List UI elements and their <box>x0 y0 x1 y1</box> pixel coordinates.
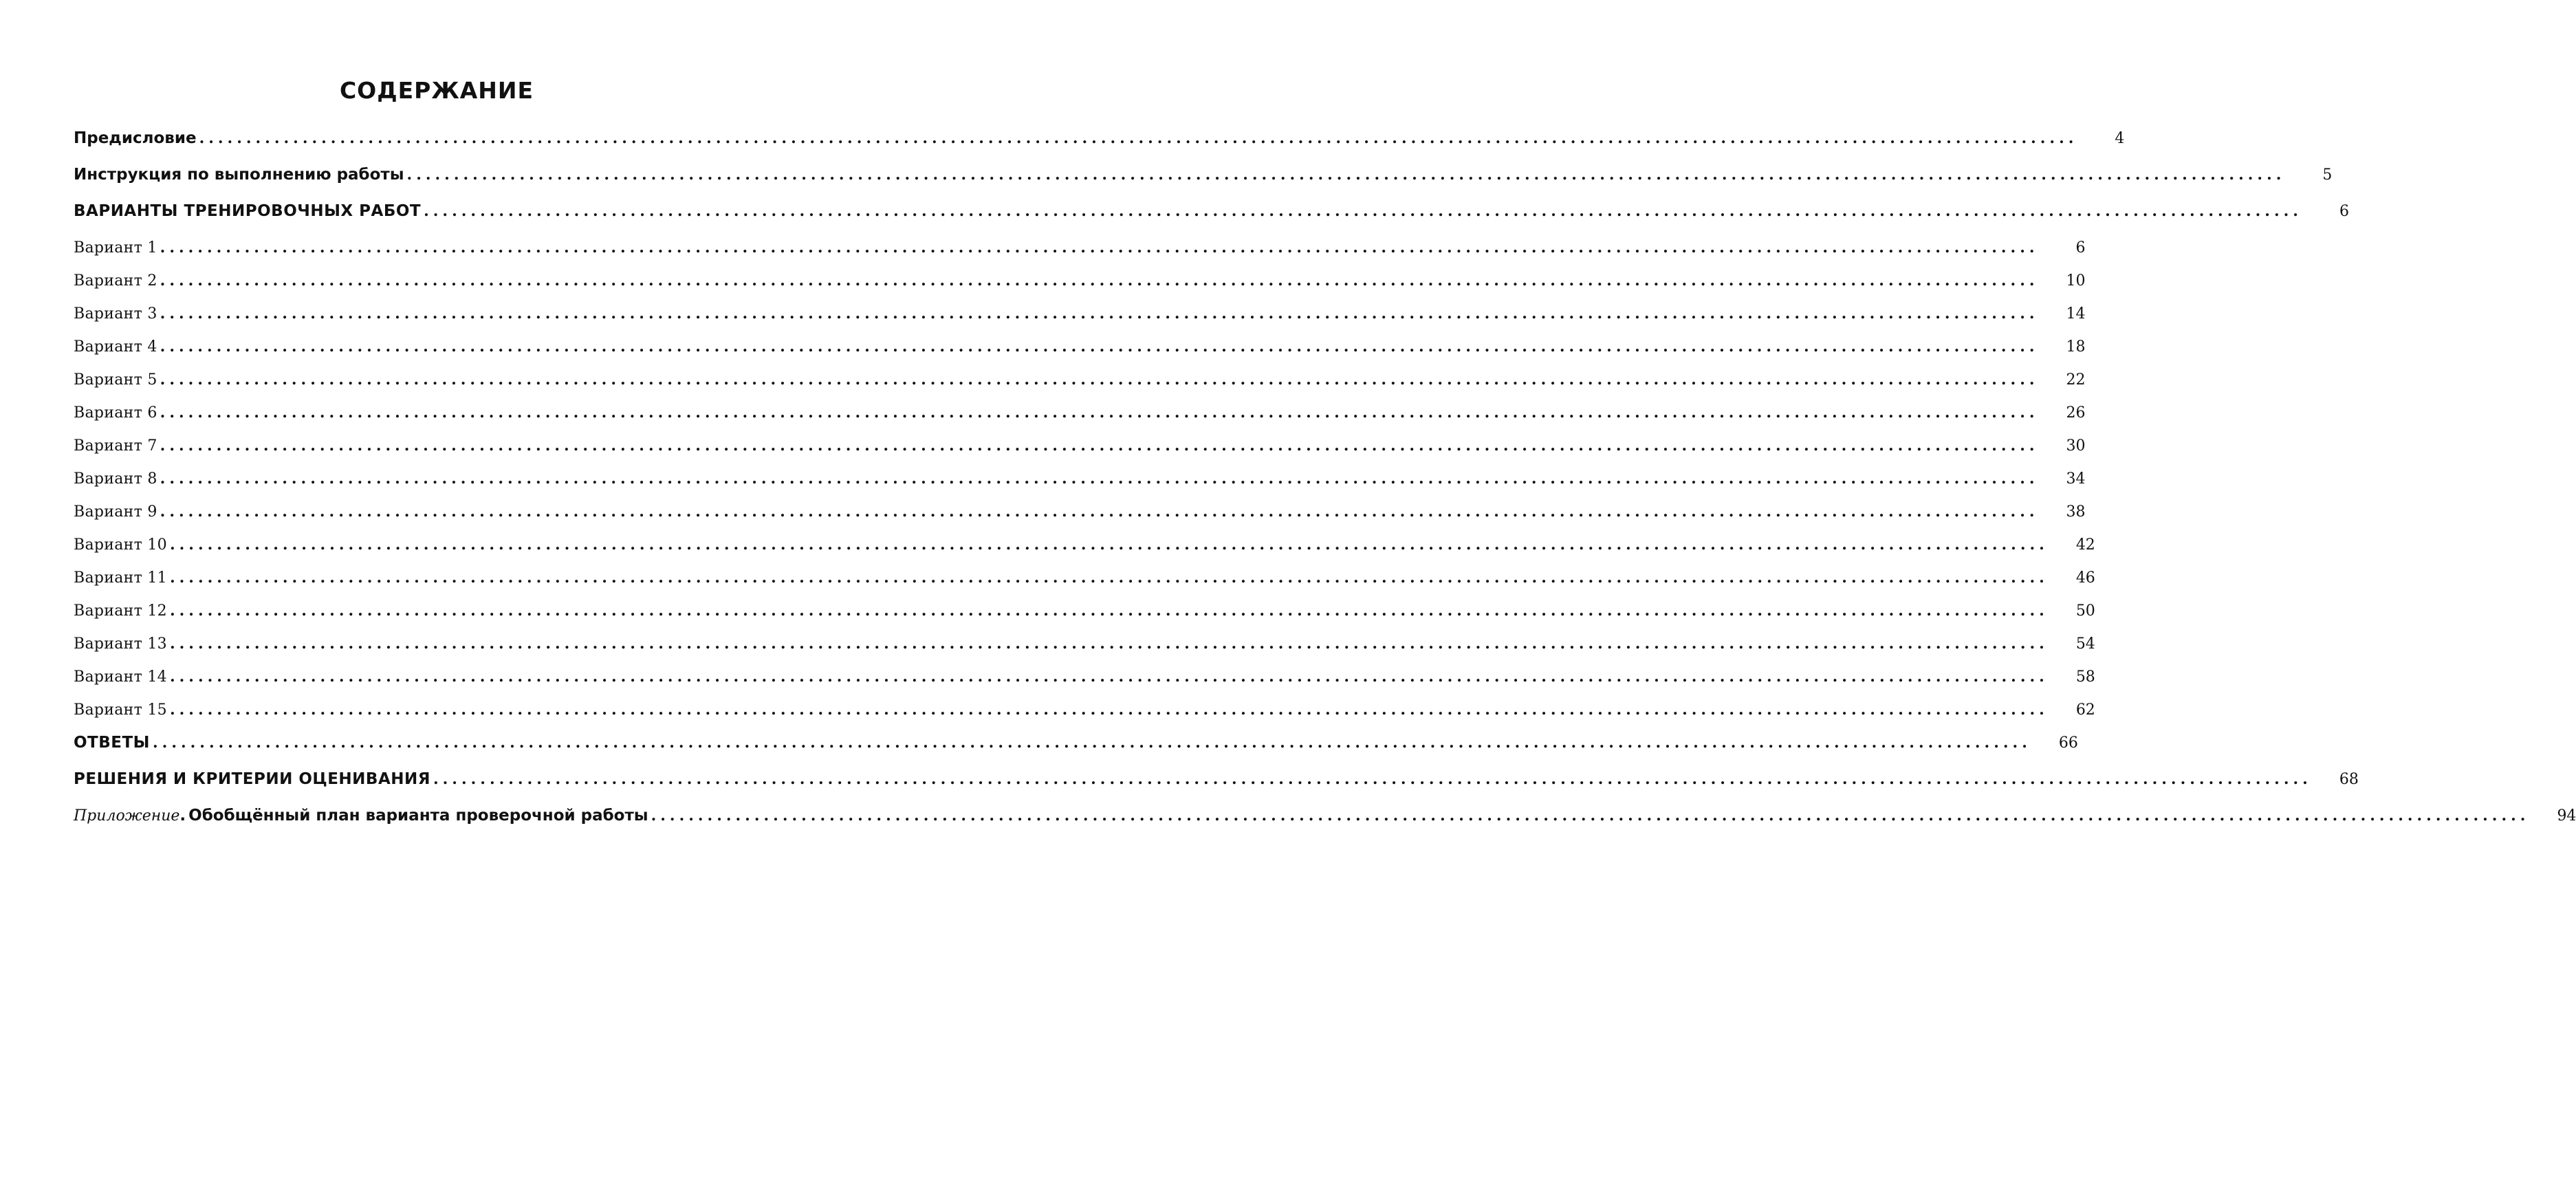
toc-entry-variant-13[interactable] <box>74 635 2095 668</box>
toc-entry-variant-8[interactable] <box>74 470 2086 503</box>
toc-entry-label: ВАРИАНТЫ ТРЕНИРОВОЧНЫХ РАБОТ <box>74 202 422 220</box>
table-of-contents <box>74 129 2576 843</box>
dot-leader: ........................................................................................................................................................................................................ <box>160 305 2039 323</box>
dot-leader: ........................................................................................................................................................................................................ <box>199 129 2078 147</box>
toc-entry-label: Вариант 14 <box>74 668 167 686</box>
appendix-title: Обобщённый план варианта проверочной работы <box>188 807 648 825</box>
dot-leader: ........................................................................................................................................................................................................ <box>169 569 2049 587</box>
dot-leader: ........................................................................................................................................................................................................ <box>160 338 2039 356</box>
toc-entry-variant-14[interactable] <box>74 668 2095 701</box>
toc-page-number: 22 <box>2066 371 2086 389</box>
toc-page-number: 26 <box>2066 404 2086 422</box>
toc-entry-variant-1[interactable] <box>74 239 2086 272</box>
toc-page-number: 46 <box>2075 569 2095 587</box>
dot-leader: ........................................................................................................................................................................................................ <box>433 770 2312 788</box>
toc-entry-instructions[interactable] <box>74 166 2333 202</box>
toc-entry-solutions-criteria[interactable] <box>74 770 2359 807</box>
toc-entry-label: Вариант 3 <box>74 305 157 323</box>
toc-page-number: 38 <box>2066 503 2086 521</box>
toc-page-number: 30 <box>2066 437 2086 455</box>
toc-entry-label <box>74 807 648 825</box>
toc-page-number: 42 <box>2075 536 2095 554</box>
dot-leader: ........................................................................................................................................................................................................ <box>160 272 2039 290</box>
dot-leader: ........................................................................................................................................................................................................ <box>153 734 2031 752</box>
toc-page-number: 94 <box>2557 807 2576 825</box>
toc-entry-variant-12[interactable] <box>74 602 2095 635</box>
appendix-separator: . <box>179 807 186 825</box>
toc-page-number: 50 <box>2075 602 2095 620</box>
toc-entry-variant-5[interactable] <box>74 371 2086 404</box>
toc-page-number: 6 <box>2339 203 2349 220</box>
toc-entry-label: Вариант 12 <box>74 602 167 620</box>
dot-leader: ........................................................................................................................................................................................................ <box>160 371 2039 389</box>
dot-leader: ........................................................................................................................................................................................................ <box>160 239 2039 257</box>
dot-leader: ........................................................................................................................................................................................................ <box>169 668 2049 686</box>
dot-leader: ........................................................................................................................................................................................................ <box>424 202 2302 220</box>
toc-entry-label: Вариант 9 <box>74 503 157 521</box>
page-title: СОДЕРЖАНИЕ <box>339 77 534 104</box>
toc-entry-variant-9[interactable] <box>74 503 2086 536</box>
toc-entry-label: Вариант 5 <box>74 371 157 389</box>
toc-page-number: 5 <box>2322 166 2333 184</box>
toc-page-number: 62 <box>2075 701 2095 719</box>
toc-page-number: 34 <box>2066 470 2086 488</box>
toc-page-number: 10 <box>2066 272 2086 290</box>
toc-entry-label: Предисловие <box>74 129 197 147</box>
dot-leader: ........................................................................................................................................................................................................ <box>406 166 2286 184</box>
toc-entry-variant-3[interactable] <box>74 305 2086 338</box>
toc-page-number: 6 <box>2075 239 2086 257</box>
toc-entry-label: Инструкция по выполнению работы <box>74 166 404 184</box>
dot-leader: ........................................................................................................................................................................................................ <box>169 602 2049 620</box>
toc-entry-label: Вариант 4 <box>74 338 157 356</box>
toc-entry-label: Вариант 13 <box>74 635 167 653</box>
toc-entry-training-variants[interactable] <box>74 202 2349 239</box>
toc-page-number: 68 <box>2339 771 2359 788</box>
toc-page-number: 58 <box>2075 668 2095 686</box>
toc-entry-variant-6[interactable] <box>74 404 2086 437</box>
toc-entry-variant-4[interactable] <box>74 338 2086 371</box>
toc-entry-label: Вариант 6 <box>74 404 157 422</box>
dot-leader: ........................................................................................................................................................................................................ <box>169 536 2049 554</box>
toc-entry-variant-2[interactable] <box>74 272 2086 305</box>
dot-leader: ........................................................................................................................................................................................................ <box>169 701 2049 719</box>
toc-entry-label: РЕШЕНИЯ И КРИТЕРИИ ОЦЕНИВАНИЯ <box>74 770 430 788</box>
dot-leader: ........................................................................................................................................................................................................ <box>160 404 2039 422</box>
dot-leader: ........................................................................................................................................................................................................ <box>160 437 2039 455</box>
dot-leader: ........................................................................................................................................................................................................ <box>160 470 2039 488</box>
toc-page-number: 66 <box>2058 734 2078 752</box>
toc-entry-variant-7[interactable] <box>74 437 2086 470</box>
toc-page-number: 4 <box>2115 130 2125 147</box>
toc-entry-label: Вариант 8 <box>74 470 157 488</box>
dot-leader: ........................................................................................................................................................................................................ <box>651 807 2530 825</box>
appendix-prefix: Приложение <box>74 807 180 825</box>
toc-entry-label: Вариант 7 <box>74 437 157 455</box>
toc-entry-label: Вариант 11 <box>74 569 167 587</box>
toc-entry-label: Вариант 2 <box>74 272 157 290</box>
toc-entry-label: Вариант 1 <box>74 239 157 257</box>
dot-leader: ........................................................................................................................................................................................................ <box>169 635 2049 653</box>
toc-entry-variant-11[interactable] <box>74 569 2095 602</box>
toc-page-number: 14 <box>2066 305 2086 323</box>
toc-entry-appendix[interactable] <box>74 807 2576 843</box>
toc-entry-label: Вариант 10 <box>74 536 167 554</box>
toc-entry-variant-10[interactable] <box>74 536 2095 569</box>
toc-page-number: 54 <box>2075 635 2095 653</box>
toc-entry-label: Вариант 15 <box>74 701 167 719</box>
toc-entry-preface[interactable] <box>74 129 2125 166</box>
toc-page-number: 18 <box>2066 338 2086 356</box>
toc-entry-answers[interactable] <box>74 734 2078 770</box>
toc-entry-variant-15[interactable] <box>74 701 2095 734</box>
dot-leader: ........................................................................................................................................................................................................ <box>160 503 2039 521</box>
toc-entry-label: ОТВЕТЫ <box>74 734 151 752</box>
